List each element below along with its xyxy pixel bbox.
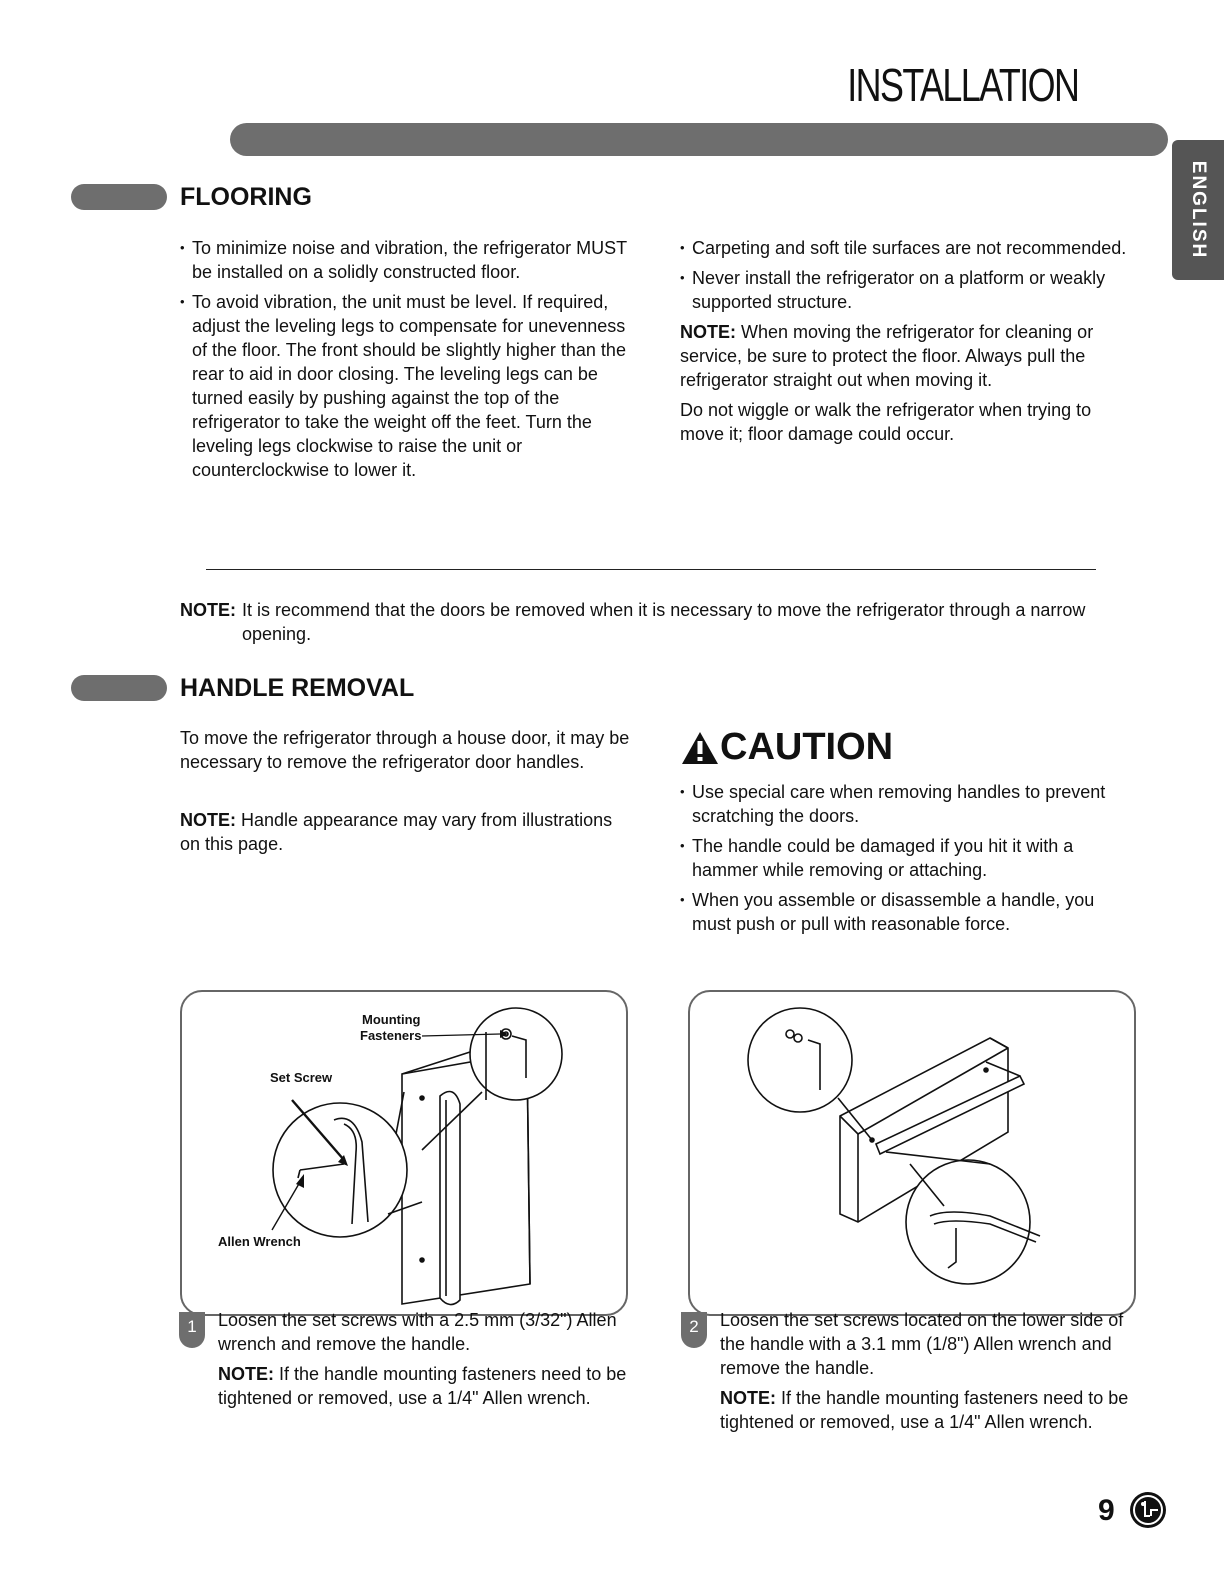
- caution-bullet: • Use special care when removing handles to prevent scratching the doors.: [680, 780, 1130, 828]
- handle-removal-title: HANDLE REMOVAL: [180, 674, 415, 702]
- note-text: If the handle mounting fasteners need to be tightened or removed, use a 1/4" Allen wrench.: [720, 1388, 1129, 1432]
- label-fasteners: Fasteners: [360, 1028, 422, 1043]
- flooring-bullet: • To minimize noise and vibration, the refrigerator MUST be installed on a solidly constructed floor.: [180, 236, 642, 284]
- caution-heading: [680, 726, 893, 769]
- handle-note: [180, 808, 630, 856]
- step-text: Loosen the set screws with a 2.5 mm (3/32") Allen wrench and remove the handle.: [218, 1310, 617, 1354]
- step-2: [720, 1308, 1130, 1440]
- language-tab-label: ENGLISH: [1188, 160, 1209, 260]
- french-door-handle-illustration: [690, 992, 1134, 1314]
- step-number: 2: [681, 1312, 707, 1348]
- section-marker: [71, 184, 167, 210]
- flooring-bullet: • Carpeting and soft tile surfaces are not recommended.: [680, 236, 1130, 260]
- header-bar: [230, 123, 1168, 156]
- section-marker: [71, 675, 167, 701]
- warning-triangle-icon: [680, 730, 720, 766]
- handle-removal-intro: [180, 726, 630, 862]
- flooring-bullet: • To avoid vibration, the unit must be level. If required, adjust the leveling legs to compensate for unevenness of the floor. The front should be slightly higher than the rear to aid in door closing. The leveling legs can be turned easily by pushing against the top of the refrigerator to take the weight off the feet. Turn the leveling legs clockwise to raise the unit or counterclockwise to lower it.: [180, 290, 642, 482]
- step-note: [218, 1362, 628, 1410]
- step-number: 1: [179, 1312, 205, 1348]
- note-text: It is recommend that the doors be removed when it is necessary to move the refrigerator through a narrow opening.: [242, 600, 1086, 644]
- caution-title: CAUTION: [720, 726, 894, 768]
- page-number: 9: [1098, 1494, 1115, 1527]
- note-label: NOTE:: [720, 1388, 776, 1408]
- note-text: Handle appearance may vary from illustrations on this page.: [180, 810, 613, 854]
- note-text: When moving the refrigerator for cleaning or service, be sure to protect the floor. Always pull the refrigerator straight out when moving it.: [680, 322, 1094, 390]
- intro-text: To move the refrigerator through a house door, it may be necessary to remove the refrigerator door handles.: [180, 728, 630, 772]
- flooring-right-column: [680, 236, 1130, 452]
- step-1: [218, 1308, 628, 1416]
- flooring-title: FLOORING: [180, 183, 312, 211]
- flooring-extra: Do not wiggle or walk the refrigerator when trying to move it; floor damage could occur.: [680, 400, 1092, 444]
- note-label: NOTE:: [218, 1364, 274, 1384]
- note-text: If the handle mounting fasteners need to be tightened or removed, use a 1/4" Allen wrench.: [218, 1364, 627, 1408]
- divider: [206, 569, 1096, 570]
- flooring-left-column: [180, 236, 642, 488]
- label-allen-wrench: Allen Wrench: [218, 1234, 301, 1249]
- flooring-bullet: • Never install the refrigerator on a platform or weakly supported structure.: [680, 266, 1130, 314]
- flooring-note: [680, 320, 1130, 392]
- caution-bullet: • When you assemble or disassemble a handle, you must push or pull with reasonable force.: [680, 888, 1130, 936]
- step-text: Loosen the set screws located on the lower side of the handle with a 3.1 mm (1/8") Allen wrench and remove the handle.: [720, 1310, 1124, 1378]
- figure-1: [180, 990, 628, 1316]
- language-tab: [1172, 140, 1224, 280]
- caution-bullet: • The handle could be damaged if you hit it with a hammer while removing or attaching.: [680, 834, 1130, 882]
- label-mounting: Mounting: [362, 1012, 421, 1027]
- figure-2: [688, 990, 1136, 1316]
- caution-list: [680, 780, 1130, 942]
- door-note: [180, 598, 1130, 646]
- note-label: NOTE:: [680, 322, 736, 342]
- page-title: INSTALLATION: [846, 59, 1078, 111]
- step-note: [720, 1386, 1130, 1434]
- label-set-screw: Set Screw: [270, 1070, 333, 1085]
- lg-logo-icon: [1130, 1492, 1166, 1528]
- note-label: NOTE:: [180, 810, 236, 830]
- note-label: NOTE:: [180, 600, 236, 620]
